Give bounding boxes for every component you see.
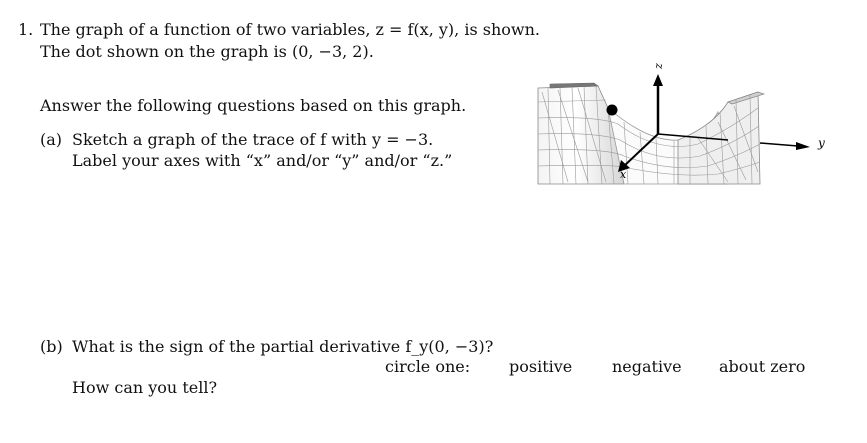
part-b-label: (b) bbox=[40, 337, 63, 356]
option-about-zero[interactable]: about zero bbox=[719, 357, 806, 376]
surface-graph-figure bbox=[528, 52, 828, 202]
z-axis-arrow-icon bbox=[653, 74, 663, 86]
part-a-line-1: Sketch a graph of the trace of f with y = −3. bbox=[72, 130, 434, 149]
part-b-follow-up: How can you tell? bbox=[72, 378, 218, 397]
part-a-label: (a) bbox=[40, 130, 63, 149]
y-axis-label: y bbox=[818, 136, 825, 150]
question-number: 1. bbox=[18, 20, 34, 39]
circle-one-prompt: circle one: bbox=[385, 357, 471, 376]
intro-line-2: The dot shown on the graph is (0, −3, 2). bbox=[40, 42, 374, 61]
y-axis-line-outer bbox=[760, 143, 798, 146]
instruction-text: Answer the following questions based on this graph. bbox=[40, 96, 467, 115]
surface-dot-marker bbox=[607, 105, 618, 116]
x-axis-label: x bbox=[620, 168, 627, 181]
part-a-line-2: Label your axes with “x” and/or “y” and/or “z.” bbox=[72, 151, 453, 170]
y-axis-arrow-icon bbox=[796, 142, 810, 150]
option-positive[interactable]: positive bbox=[509, 357, 573, 376]
intro-line-1: The graph of a function of two variables, z = f(x, y), is shown. bbox=[40, 20, 540, 39]
part-b-line-1: What is the sign of the partial derivative f_y(0, −3)? bbox=[72, 337, 494, 356]
option-negative[interactable]: negative bbox=[612, 357, 682, 376]
z-axis-label: z bbox=[652, 63, 665, 69]
